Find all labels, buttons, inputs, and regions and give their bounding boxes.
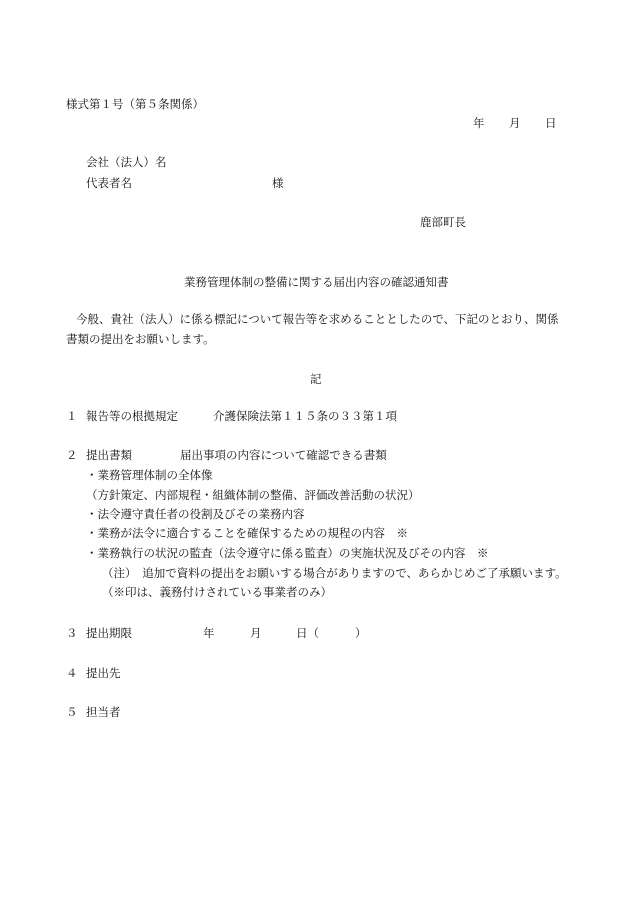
item3-month: 月 bbox=[250, 626, 262, 640]
date-month: 月 bbox=[509, 116, 521, 130]
item1-label: 報告等の根拠規定 bbox=[86, 409, 178, 423]
item1-number: １ bbox=[66, 409, 78, 423]
item2-bullet-5: ・業務執行の状況の監査（法令遵守に係る監査）の実施状況及びその内容 ※ bbox=[86, 546, 489, 560]
item4-label: 提出先 bbox=[86, 666, 121, 680]
date-year: 年 bbox=[473, 116, 485, 130]
item2-bullet-3: ・法令遵守責任者の役割及びその業務内容 bbox=[86, 507, 305, 521]
intro-line-2: 書類の提出をお願いします。 bbox=[66, 332, 215, 346]
item2-bullet-2: （方針策定、内部規程・組織体制の整備、評価改善活動の状況） bbox=[86, 488, 420, 502]
form-number: 様式第１号（第５条関係） bbox=[66, 97, 204, 111]
recipient-company: 会社（法人）名 bbox=[86, 155, 167, 169]
recipient-representative: 代表者名 bbox=[86, 176, 132, 190]
item1-value: 介護保険法第１１５条の３３第１項 bbox=[213, 409, 397, 423]
item2-label: 提出書類 bbox=[86, 448, 132, 462]
item2-number: ２ bbox=[66, 448, 78, 462]
ki-heading: 記 bbox=[310, 372, 322, 386]
date-day: 日 bbox=[545, 116, 557, 130]
item3-label: 提出期限 bbox=[86, 626, 132, 640]
item5-label: 担当者 bbox=[86, 705, 121, 719]
item2-note2: （※印は、義務付けされている事業者のみ） bbox=[102, 585, 332, 599]
item2-value: 届出事項の内容について確認できる書類 bbox=[180, 448, 387, 462]
item4-number: ４ bbox=[66, 666, 78, 680]
item2-bullet-4: ・業務が法令に適合することを確保するための規程の内容 ※ bbox=[86, 526, 408, 540]
item2-note: （注） 追加で資料の提出をお願いする場合がありますので、あらかじめご了承願います。 bbox=[102, 566, 567, 580]
sender: 鹿部町長 bbox=[420, 215, 466, 229]
item2-bullet-1: ・業務管理体制の全体像 bbox=[86, 468, 213, 482]
document-title: 業務管理体制の整備に関する届出内容の確認通知書 bbox=[184, 275, 449, 289]
recipient-honorific: 様 bbox=[272, 176, 284, 190]
item3-year: 年 bbox=[203, 626, 215, 640]
item3-close: ） bbox=[355, 626, 367, 640]
item3-day: 日（ bbox=[296, 626, 319, 640]
item3-number: ３ bbox=[66, 626, 78, 640]
item5-number: ５ bbox=[66, 705, 78, 719]
intro-line-1: 今般、貴社（法人）に係る標記について報告等を求めることとしたので、下記のとおり、関係 bbox=[76, 312, 559, 326]
